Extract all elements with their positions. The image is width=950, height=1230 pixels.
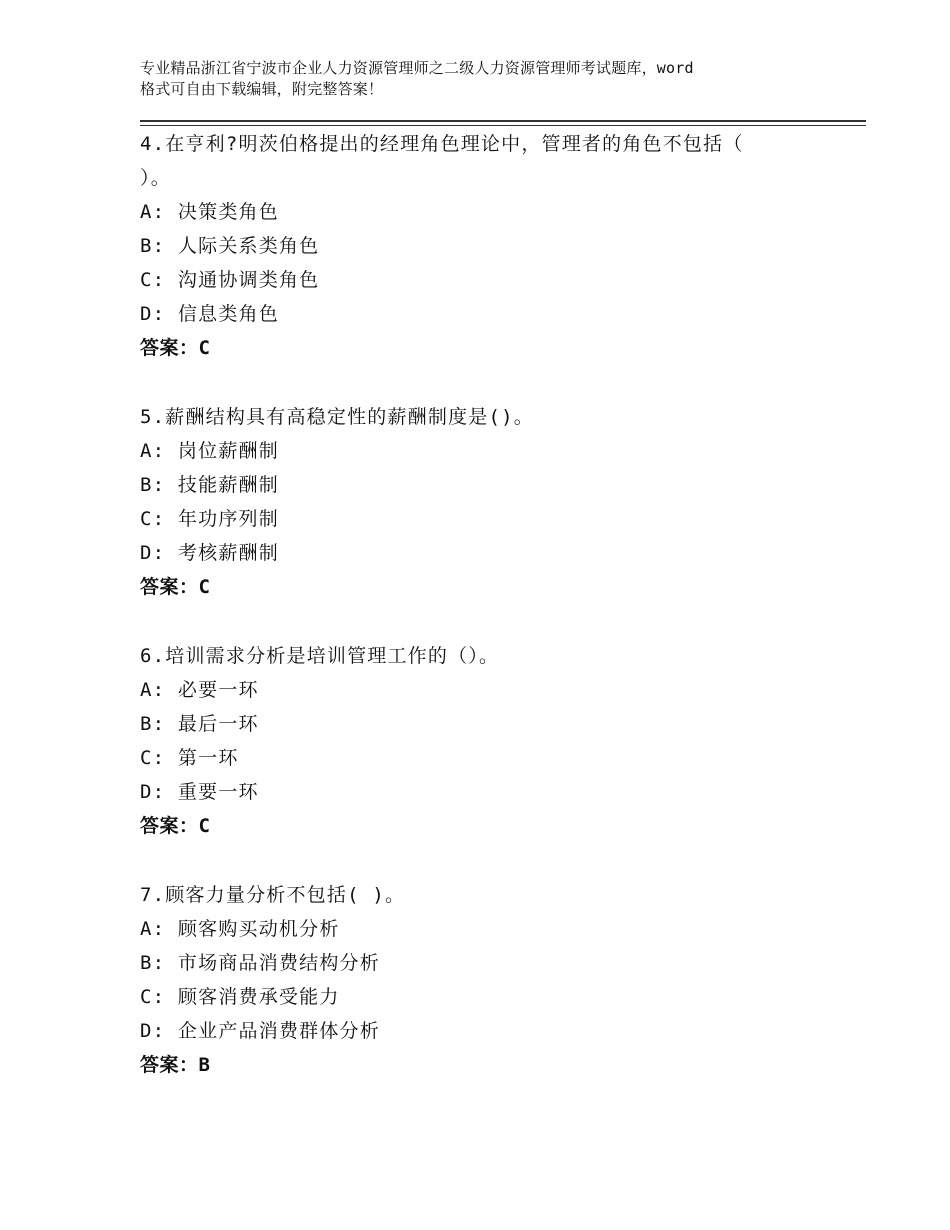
answer-label: 答案：B [140,1054,211,1076]
option-c: C: 第一环 [140,747,239,769]
question-7 [140,878,840,1082]
option-b: B: 人际关系类角色 [140,235,320,257]
option-c: C: 年功序列制 [140,508,279,530]
header-divider-thin [140,125,866,126]
option-a: A: 决策类角色 [140,201,279,223]
option-c: C: 顾客消费承受能力 [140,986,340,1008]
option-d: D: 企业产品消费群体分析 [140,1020,380,1042]
option-c: C: 沟通协调类角色 [140,269,320,291]
question-stem: 5.薪酬结构具有高稳定性的薪酬制度是()。 [140,406,534,428]
option-a: A: 必要一环 [140,679,259,701]
option-d: D: 重要一环 [140,781,259,803]
header-line-1: 专业精品浙江省宁波市企业人力资源管理师之二级人力资源管理师考试题库，word [140,59,694,77]
question-stem: 6.培训需求分析是培训管理工作的（）。 [140,645,500,667]
option-a: A: 顾客购买动机分析 [140,918,340,940]
question-stem: 7.顾客力量分析不包括( )。 [140,884,406,906]
option-b: B: 市场商品消费结构分析 [140,952,380,974]
option-b: B: 技能薪酬制 [140,474,279,496]
header-divider-thick [140,120,866,122]
document-header [140,58,840,100]
question-6 [140,639,840,843]
option-d: D: 信息类角色 [140,303,279,325]
option-b: B: 最后一环 [140,713,259,735]
answer-label: 答案：C [140,815,211,837]
question-stem-continued: ）。 [140,167,171,189]
header-line-2: 格式可自由下载编辑，附完整答案！ [140,80,384,98]
answer-label: 答案：C [140,337,211,359]
question-stem: 4.在亨利?明茨伯格提出的经理角色理论中，管理者的角色不包括（ [140,133,744,155]
question-4 [140,127,840,365]
question-5 [140,400,840,604]
option-d: D: 考核薪酬制 [140,542,279,564]
answer-label: 答案：C [140,576,211,598]
option-a: A: 岗位薪酬制 [140,440,279,462]
